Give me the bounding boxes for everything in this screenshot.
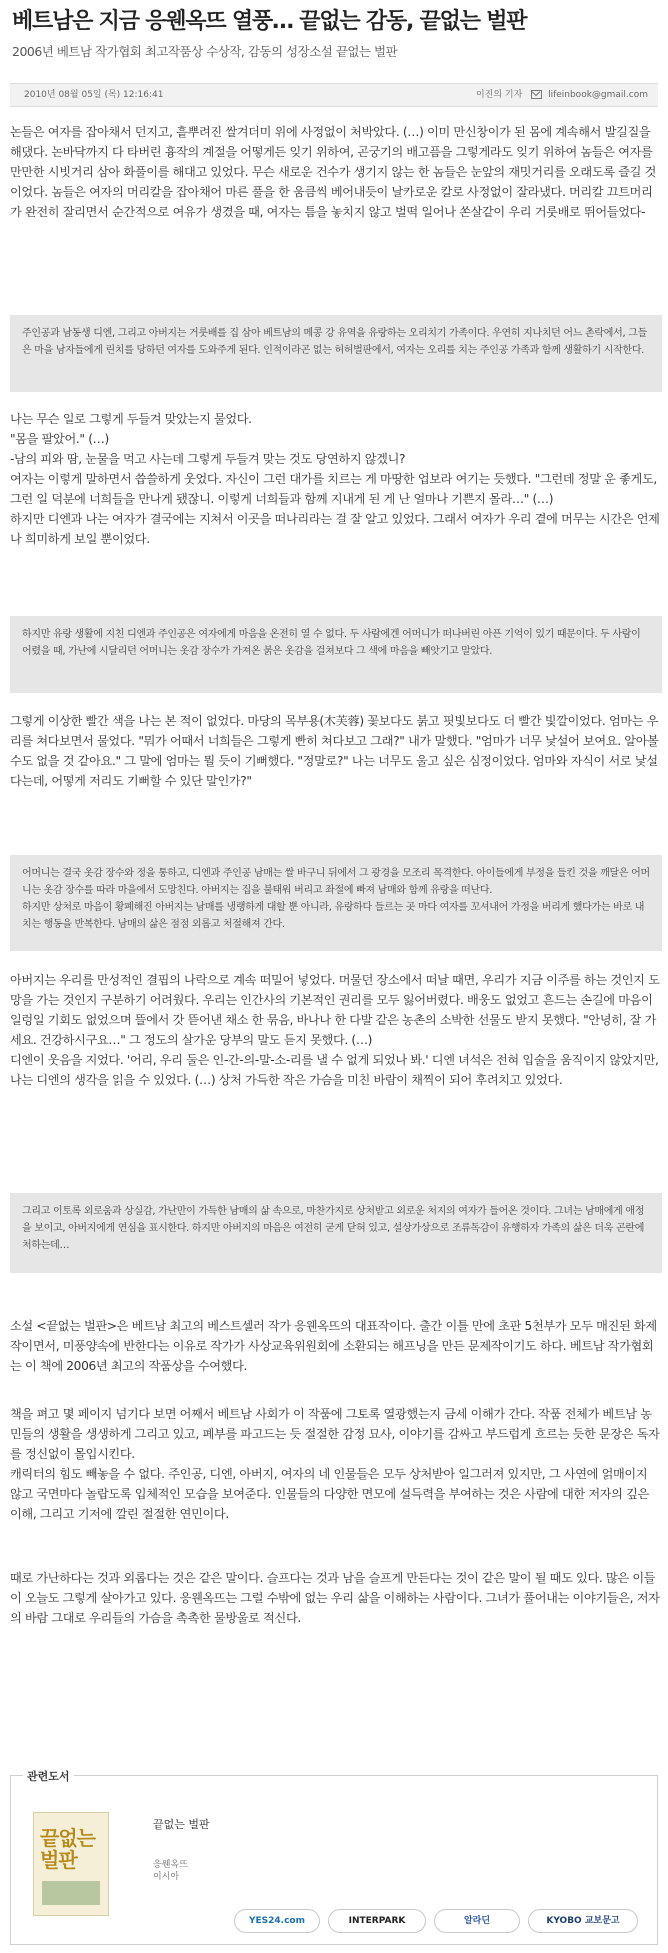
mail-icon	[531, 90, 542, 99]
body-line: 캐릭터의 힘도 빼놓을 수 없다. 주인공, 디엔, 아버지, 여자의 네 인물들은 모두 상처받아 일그러져 있지만, 그 사연에 얽매이지 않고 국면마다 놀랍도록 입체적인 모습을 보여준다. 인물들의 다양한 면모에 설득력을 부여하는 것은 사람에 대한 저자의 깊은 이해, 그리고 기저에 깔린 절절한 연민이다.	[10, 1467, 649, 1521]
body-line: 아버지는 우리를 만성적인 결핍의 나락으로 계속 떠밀어 넣었다. 머물던 장소에서 떠날 때면, 우리가 지금 이주를 하는 것인지 도망을 가는 것인지 구분하기 어려웠다. 우리는 인간사의 기본적인 권리를 모두 잃어버렸다. 배웅도 없었고 흔드는 손길에 마음이 일렁일 기회도 없었으며 뜰에서 갓 뜯어낸 채소 한 묶음, 바나나 한 다발 같은 농촌의 소박한 선물도 받지 못했다. "안녕히, 잘 가세요. 건강하시구요…" 그 정도의 살가운 당부의 말도 듣지 못했다. (…)	[10, 973, 660, 1047]
book-cover-title: 끝없는 벌판	[40, 1826, 95, 1872]
body-paragraph-5: 소설 <끝없는 벌판>은 베트남 최고의 베스트셀러 작가 응웬옥뜨의 대표작이다. 출간 이틀 만에 초판 5천부가 모두 매진된 화제작이면서, 미풍양속에 반한다는 이유로 작가가 사상교육위원회에 소환되는 해프닝을 만든 문제작이기도 하다. 베트남 작가협회는 이 책에 2006년 최고의 작품상을 수여했다.	[10, 1319, 657, 1373]
article-byline	[476, 84, 648, 106]
body-paragraph-7: 때로 가난하다는 것과 외롭다는 것은 같은 말이다. 슬프다는 것과 남을 슬프게 만든다는 것이 같은 말이 될 때도 있다. 많은 이들이 오늘도 그렇게 살아가고 있다. 응웬옥뜨는 그럴 수밖에 없는 우리 삶을 이해하는 사람이다. 그녀가 풀어내는 이야기들은, 저자의 바람 그대로 우리들의 가슴을 촉촉한 물방울로 적신다.	[10, 1571, 660, 1625]
book-cover-art	[42, 1881, 100, 1905]
summary-box-4: 그리고 이토록 외로움과 상실감, 가난만이 가득한 남매의 삶 속으로, 마찬가지로 상처받고 외로운 처지의 여자가 들어온 것이다. 그녀는 남매에게 애정을 보이고, 아버지에게 연심을 표시한다. 하지만 아버지의 마음은 여전히 굳게 닫혀 있고, 설상가상으로 조류독감이 유행하자 가족의 삶은 더욱 곤란에 처하는데…	[10, 1193, 662, 1273]
related-books-panel	[10, 1770, 658, 1945]
store-label: 알라딘	[463, 1916, 491, 1926]
body-line: 나는 무슨 일로 그렇게 두들겨 맞았는지 물었다.	[10, 412, 252, 426]
reporter-name: 이진의 기자	[475, 90, 523, 100]
body-paragraph-2	[10, 409, 662, 549]
body-paragraph-6	[10, 1404, 662, 1524]
store-button-interpark[interactable]	[328, 1909, 426, 1933]
book-publisher: 이시아	[153, 1872, 180, 1882]
body-line: 디엔이 웃음을 지었다. '어리, 우리 둘은 인-간-의-말-소-리를 낼 수 없게 되었나 봐.' 디엔 녀석은 전혀 입술을 움직이지 않았지만, 나는 디엔의 생각을 읽을 수 있었다. (…) 상처 가득한 작은 가슴을 미친 바람이 채찍이 되어 후려치고 있었다.	[10, 1053, 659, 1087]
store-button-yes24[interactable]	[234, 1909, 320, 1933]
body-paragraph-1: 논들은 여자를 잡아채서 던지고, 흩뿌려진 쌀겨더미 위에 사정없이 처박았다. (…) 이미 만신창이가 된 몸에 계속해서 발길질을 해댔다. 논바닥까지 다 타버린 흉작의 계절을 어떻게든 잊기 위하여, 곤궁기의 배고픔을 그렇게라도 잊기 위하여 놈들은 여자를 만만한 시빗거리 삼아 화풀이를 해대고 있었다. 무슨 새로운 건수가 생기지 않는 한 놈들은 눈앞의 재밋거리를 오래도록 즐길 것이었다. 놈들은 여자의 머리칼을 잡아채어 마른 풀을 한 움큼씩 베어내듯이 날카로운 칼로 사정없이 잘라냈다. 머리칼 끄트머리가 완전히 잘리면서 순간적으로 여유가 생겼을 때, 여자는 틈을 놓치지 않고 벌떡 일어나 쏜살같이 우리 거룻배로 뛰어들었다-	[10, 125, 657, 219]
summary-box-2: 하지만 유랑 생활에 지친 디엔과 주인공은 여자에게 마음을 온전히 열 수 없다. 두 사람에겐 어머니가 떠나버린 아픈 기억이 있기 때문이다. 두 사람이 어렸을 때, 가난에 시달리던 어머니는 옷감 장수가 가져온 붉은 옷감을 걸쳐보다 그 색에 마음을 빼앗기고 말았다.	[10, 616, 662, 693]
store-label: KYOBO 교보문고	[546, 1916, 620, 1926]
article-title: 베트남은 지금 응웬옥뜨 열풍… 끝없는 감동, 끝없는 벌판	[12, 9, 527, 34]
body-line: 책을 펴고 몇 페이지 넘기다 보면 어째서 베트남 사회가 이 작품에 그토록 열광했는지 금세 이해가 간다. 작품 전체가 베트남 농민들의 생활을 생생하게 그리고 있고, 폐부를 파고드는 듯 절절한 감정 묘사, 이야기를 감싸고 부드럽게 흐르는 듯한 문장은 독자를 정신없이 몰입시킨다.	[10, 1407, 660, 1461]
article-meta-bar	[10, 83, 658, 107]
store-label: YES24.com	[249, 1916, 305, 1926]
store-button-aladin[interactable]	[434, 1909, 520, 1933]
store-label: INTERPARK	[348, 1916, 406, 1926]
book-author: 응웬옥뜨	[153, 1860, 188, 1870]
body-line: 여자는 이렇게 말하면서 씁쓸하게 웃었다. 자신이 그런 대가를 치르는 게 마땅한 업보라 여기는 듯했다. "그런데 정말 운 좋게도, 그런 일 덕분에 너희들을 만나게 됐잖니. 이렇게 너희들과 함께 지내게 된 게 난 얼마나 기쁜지 몰라…" (…)	[10, 472, 657, 506]
book-cover-image[interactable]	[33, 1812, 109, 1916]
summary-box-3	[10, 855, 662, 951]
body-line: -남의 피와 땀, 눈물을 먹고 사는데 그렇게 두들겨 맞는 것도 당연하지 않겠니?	[10, 452, 406, 466]
body-line: 하지만 디엔과 나는 여자가 결국에는 지쳐서 이곳을 떠나리라는 걸 잘 알고 있었다. 그래서 여자가 우리 곁에 머무는 시간은 언제나 희미하게 보일 뿐이었다.	[10, 512, 660, 546]
reporter-email[interactable]: lifeinbook@gmail.com	[548, 90, 648, 100]
article-subtitle: 2006년 베트남 작가협회 최고작품상 수상작, 감동의 성장소설 끝없는 벌판	[12, 44, 398, 59]
related-books-label: 관련도서	[23, 1768, 74, 1784]
body-line: "몸을 팔았어." (…)	[10, 432, 109, 446]
article-date: 2010년 08월 05일 (목) 12:16:41	[24, 90, 164, 100]
body-paragraph-3: 그렇게 이상한 빨간 색을 나는 본 적이 없었다. 마당의 목부용(木芙蓉) 꽃보다도 붉고 핏빛보다도 더 빨간 빛깔이었다. 엄마는 우리를 쳐다보면서 물었다. "뭐가 어때서 너희들은 그렇게 빤히 쳐다보고 그래?" 내가 말했다. "엄마가 너무 낯설어 보여요. 알아볼 수도 없을 것 같아요." 그 말에 엄마는 뭘 듯이 기뻐했다. "정말로?" 나는 너무도 울고 싶은 심정이었다. 엄마와 자식이 서로 낯설다는데, 어떻게 저리도 기뻐할 수 있단 말인가?"	[10, 714, 659, 788]
body-paragraph-4	[10, 970, 662, 1090]
store-button-kyobo[interactable]	[528, 1909, 638, 1933]
summary-line: 하지만 상처로 마음이 황폐해진 아버지는 남매를 냉랭하게 대할 뿐 아니라, 유랑하다 들르는 곳 마다 여자를 꼬셔내어 가정을 버리게 했다가는 바로 내치는 행동을 반복한다. 남매의 삶은 점점 외롭고 처절해져 간다.	[22, 902, 645, 930]
summary-line: 어머니는 결국 옷감 장수와 정을 통하고, 디엔과 주인공 남매는 쌀 바구니 뒤에서 그 광경을 모조리 목격한다. 아이들에게 부정을 들킨 것을 깨달은 어머니는 옷감 장수를 따라 마을에서 도망친다. 아버지는 집을 불태워 버리고 좌절에 빠져 남매와 함께 유랑을 떠난다.	[22, 868, 650, 896]
summary-box-1: 주인공과 남동생 디엔, 그리고 아버지는 거룻배를 집 삼아 베트남의 메콩 강 유역을 유랑하는 오리치기 가족이다. 우연히 지나치던 어느 촌락에서, 그들은 마을 남자들에게 린치를 당하던 여자를 도와주게 된다. 인적이라곤 없는 허허벌판에서, 여자는 오리를 치는 주인공 가족과 함께 생활하기 시작한다.	[10, 315, 662, 392]
book-title[interactable]: 끝없는 벌판	[153, 1818, 210, 1831]
